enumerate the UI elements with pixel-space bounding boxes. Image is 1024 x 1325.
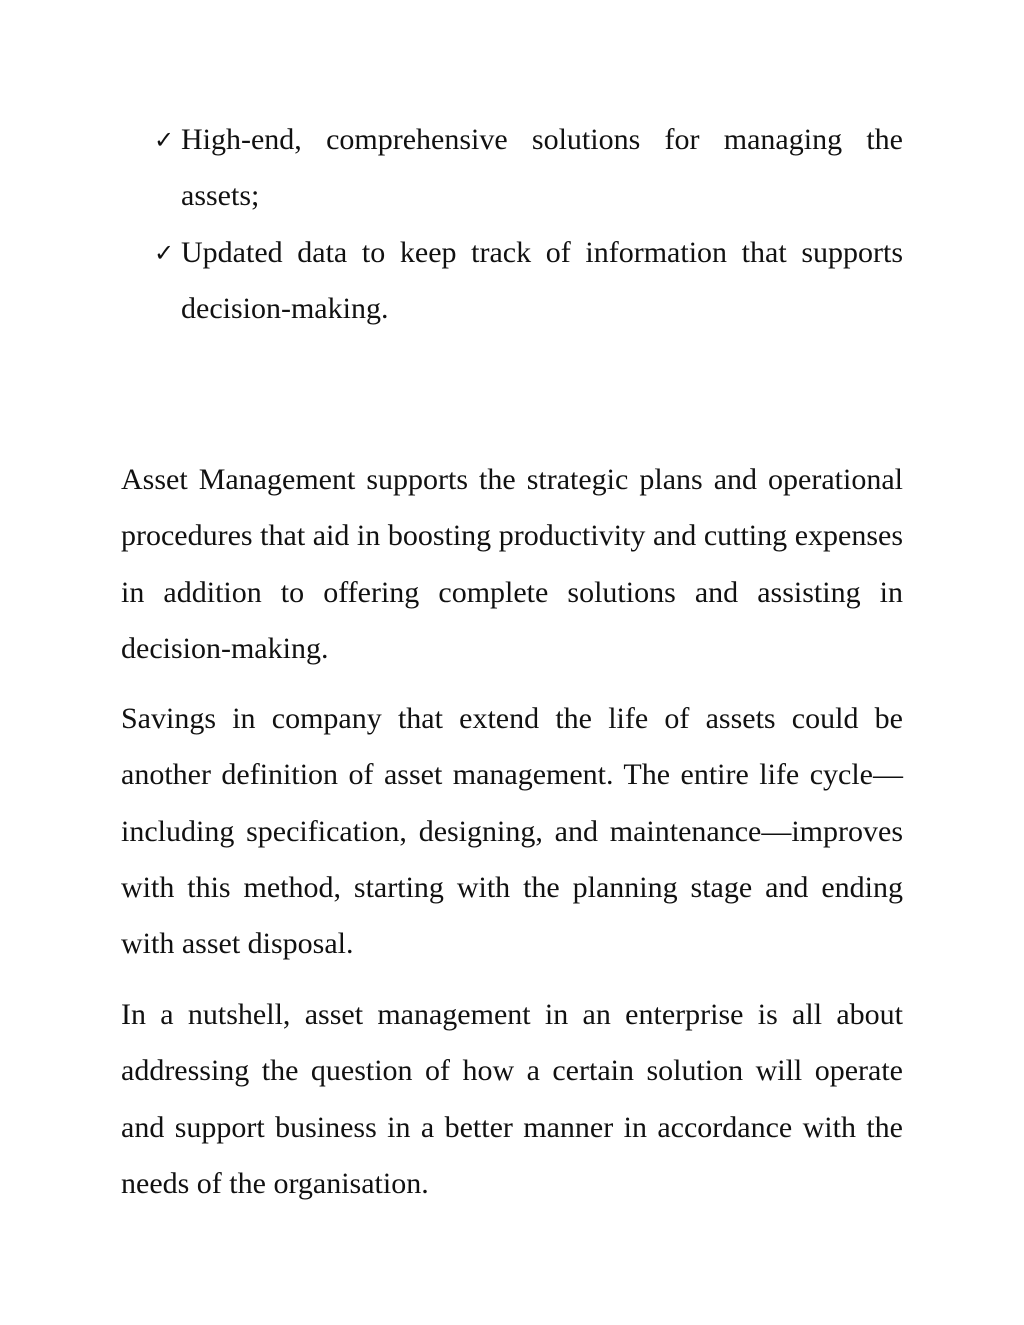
paragraph-asset-management: Asset Management supports the strategic plans and operational procedures that aid in boosting productivity and cutting expenses in addition to offering complete solutions and assisting in decision-making. (121, 463, 903, 665)
bullet-text: Updated data to keep track of information that supports decision-making. (181, 235, 903, 325)
paragraph-savings: Savings in company that extend the life of assets could be another definition of asset management. The entire life cycle—including specification, designing, and maintenance—improves with this method, starting with the planning stage and ending with asset disposal. (121, 702, 903, 961)
bullet-text: High-end, comprehensive solutions for managing the assets; (181, 123, 903, 213)
bullet-list (121, 112, 903, 337)
bullet-item (121, 112, 903, 225)
check-icon: ✓ (154, 238, 175, 267)
check-icon: ✓ (154, 126, 175, 154)
paragraph-nutshell: In a nutshell, asset management in an enterprise is all about addressing the question of how a certain solution will operate and support business in a better manner in accordance with the needs of the organisation. (121, 998, 903, 1200)
bullet-item (121, 225, 903, 338)
